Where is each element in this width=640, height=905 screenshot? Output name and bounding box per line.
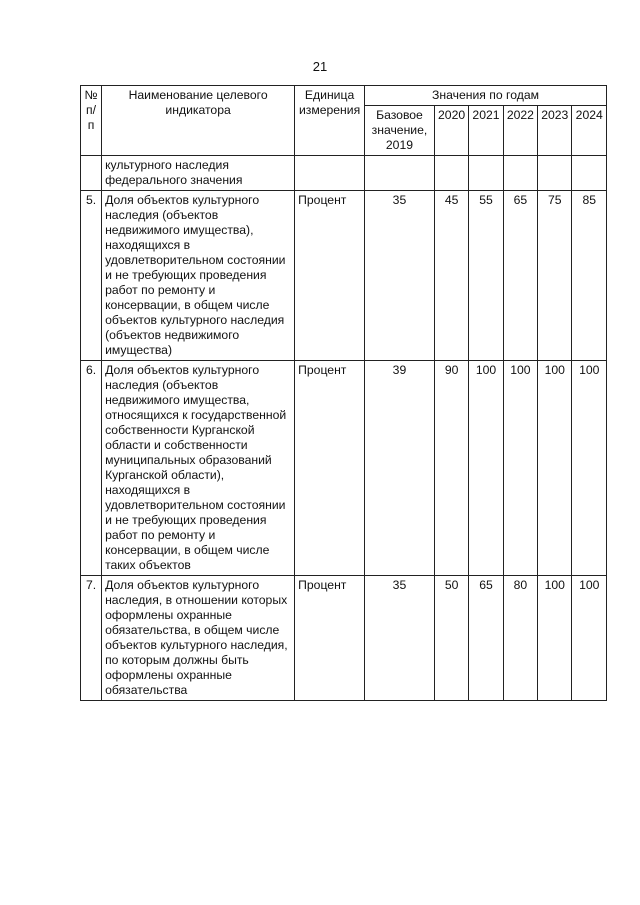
header-num: № п/п	[81, 86, 102, 156]
row-indicator-name: культурного наследия федерального значения	[102, 156, 295, 191]
row-value-2023: 100	[538, 576, 572, 701]
row-value-2022: 80	[503, 576, 537, 701]
target-indicators-table	[80, 85, 607, 701]
header-indicator-name: Наименование целевого индикатора	[102, 86, 295, 156]
header-unit: Единица измерения	[295, 86, 365, 156]
row-value-2021: 65	[469, 576, 503, 701]
row-base-value	[365, 156, 435, 191]
row-num: 7.	[81, 576, 102, 701]
row-value-2021: 55	[469, 191, 503, 361]
table-row	[81, 156, 607, 191]
header-year-2020: 2020	[434, 106, 468, 156]
row-value-2020: 50	[434, 576, 468, 701]
row-num	[81, 156, 102, 191]
header-year-2024: 2024	[572, 106, 607, 156]
row-base-value: 39	[365, 361, 435, 576]
row-value-2020: 45	[434, 191, 468, 361]
row-value-2023	[538, 156, 572, 191]
row-value-2023: 100	[538, 361, 572, 576]
row-value-2024: 85	[572, 191, 607, 361]
row-value-2024: 100	[572, 576, 607, 701]
row-num: 6.	[81, 361, 102, 576]
table-row	[81, 191, 607, 361]
row-value-2023: 75	[538, 191, 572, 361]
row-num: 5.	[81, 191, 102, 361]
row-unit	[295, 156, 365, 191]
row-value-2021	[469, 156, 503, 191]
row-value-2020: 90	[434, 361, 468, 576]
row-value-2024: 100	[572, 361, 607, 576]
row-value-2024	[572, 156, 607, 191]
row-value-2022: 100	[503, 361, 537, 576]
row-unit: Процент	[295, 361, 365, 576]
row-unit: Процент	[295, 576, 365, 701]
header-year-2023: 2023	[538, 106, 572, 156]
header-year-2022: 2022	[503, 106, 537, 156]
page-number: 21	[312, 59, 328, 74]
row-value-2021: 100	[469, 361, 503, 576]
row-value-2022	[503, 156, 537, 191]
row-indicator-name: Доля объектов культурного наследия (объектов недвижимого имущества), находящихся в удовлетворительном состоянии и не требующих проведения работ по ремонту и консервации, в общем числе объектов культурного наследия (объектов недвижимого имущества)	[102, 191, 295, 361]
table-row	[81, 576, 607, 701]
row-value-2020	[434, 156, 468, 191]
row-indicator-name: Доля объектов культурного наследия (объектов недвижимого имущества, относящихся к государственной собственности Курганской области и собственности муниципальных образований Курганской области), находящихся в удовлетворительном состоянии и не требующих проведения работ по ремонту и консервации, в общем числе таких объектов	[102, 361, 295, 576]
header-base-value: Базовое значение, 2019	[365, 106, 435, 156]
row-indicator-name: Доля объектов культурного наследия, в отношении которых оформлены охранные обязательства, в общем числе объектов культурного наследия, по которым должны быть оформлены охранные обязательства	[102, 576, 295, 701]
header-year-2021: 2021	[469, 106, 503, 156]
row-base-value: 35	[365, 576, 435, 701]
row-unit: Процент	[295, 191, 365, 361]
header-values-by-year: Значения по годам	[365, 86, 607, 106]
row-value-2022: 65	[503, 191, 537, 361]
row-base-value: 35	[365, 191, 435, 361]
table-row	[81, 361, 607, 576]
